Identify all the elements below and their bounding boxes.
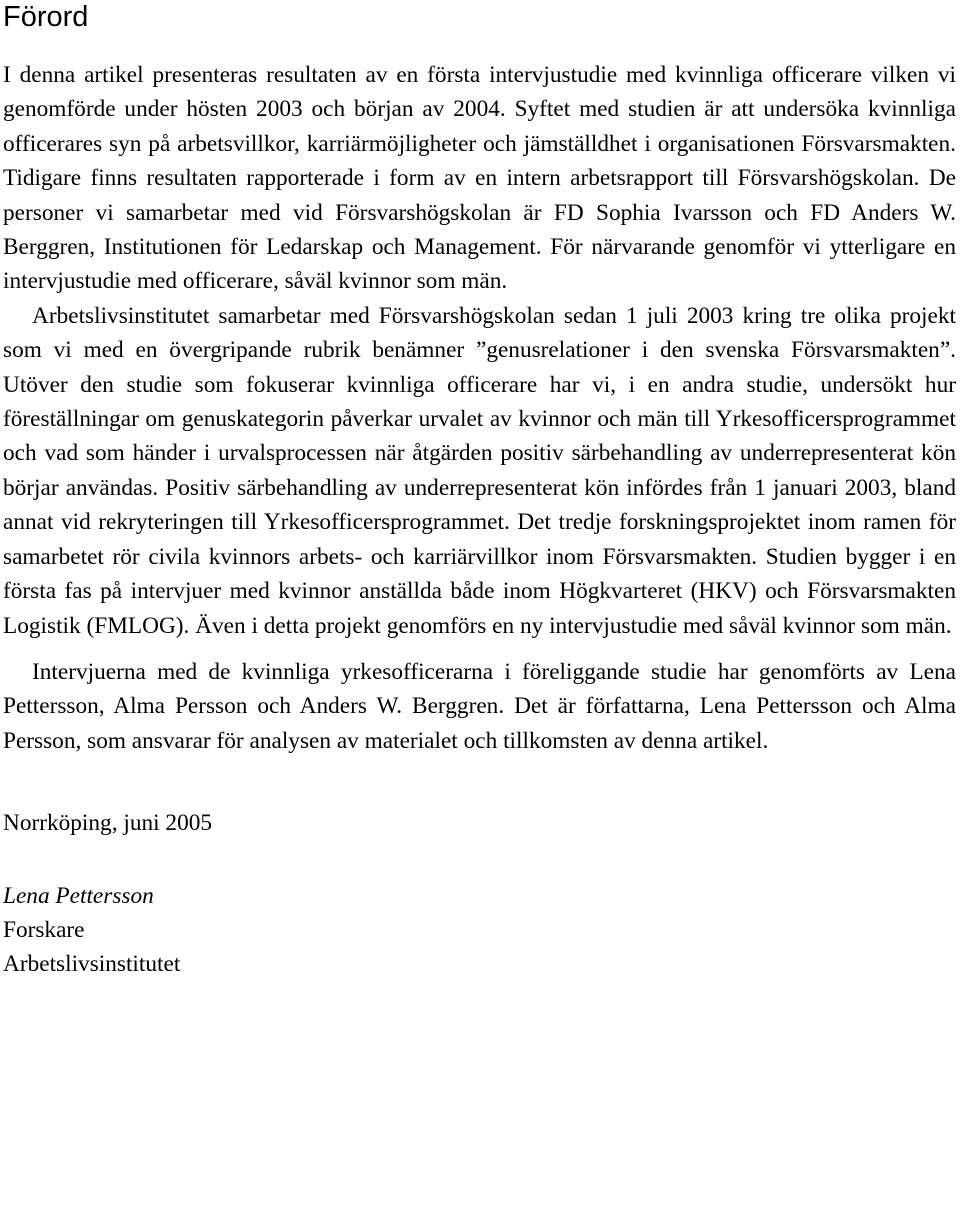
signature-block [3,879,956,982]
document-page [3,0,956,982]
paragraph-interviews: Intervjuerna med de kvinnliga yrkesofficerarna i föreliggande studie har genomförts av Lena Pettersson, Alma Persson och Anders W. Berggren. Det är författarna, Lena Pettersson och Alma Persson, som ansvarar för analysen av materialet och tillkomsten av denna artikel. [3,658,956,754]
signature-title: Forskare [3,916,85,943]
place-date: Norrköping, juni 2005 [3,810,213,837]
signature-organization: Arbetslivsinstitutet [3,951,181,978]
page-title: Förord [3,1,89,33]
paragraph-collaboration: Arbetslivsinstitutet samarbetar med Försvarshögskolan sedan 1 juli 2003 kring tre olika projekt som vi med en övergripande rubrik benämner ”genusrelationer i den svenska Försvarsmakten”. Utöver den studie som fokuserar kvinnliga officerare har vi, i en andra studie, undersökt hur föreställningar om genuskategorin påverkar urvalet av kvinnor och män till Yrkesofficersprogrammet och vad som händer i urvalsprocessen när åtgärden positiv särbehandling av underrepresenterat kön börjar användas. Positiv särbehandling av underrepresenterat kön infördes från 1 januari 2003, bland annat vid rekryteringen till Yrkesofficersprogrammet. Det tredje forskningsprojektet inom ramen för samarbetet rör civila kvinnors arbets- och karriärvillkor inom Försvarsmakten. Studien bygger i en första fas på intervjuer med kvinnor anställda både inom Högkvarteret (HKV) och Försvarsmakten Logistik (FMLOG). Även i detta projekt genomförs en ny intervjustudie med såväl kvinnor som män. [3,302,956,639]
paragraph-intro: I denna artikel presenteras resultaten av en första intervjustudie med kvinnliga officerare vilken vi genomförde under hösten 2003 och början av 2004. Syftet med studien är att undersöka kvinnliga officerares syn på arbetsvillkor, karriärmöjligheter och jämställdhet i organisationen Försvarsmakten. Tidigare finns resultaten rapporterade i form av en intern arbetsrapport till Försvarshögskolan. De personer vi samarbetar med vid Försvarshögskolan är FD Sophia Ivarsson och FD Anders W. Berggren, Institutionen för Ledarskap och Management. För närvarande genomför vi ytterligare en intervjustudie med officerare, såväl kvinnor som män. [3,62,956,295]
signature-name: Lena Pettersson [3,882,154,909]
